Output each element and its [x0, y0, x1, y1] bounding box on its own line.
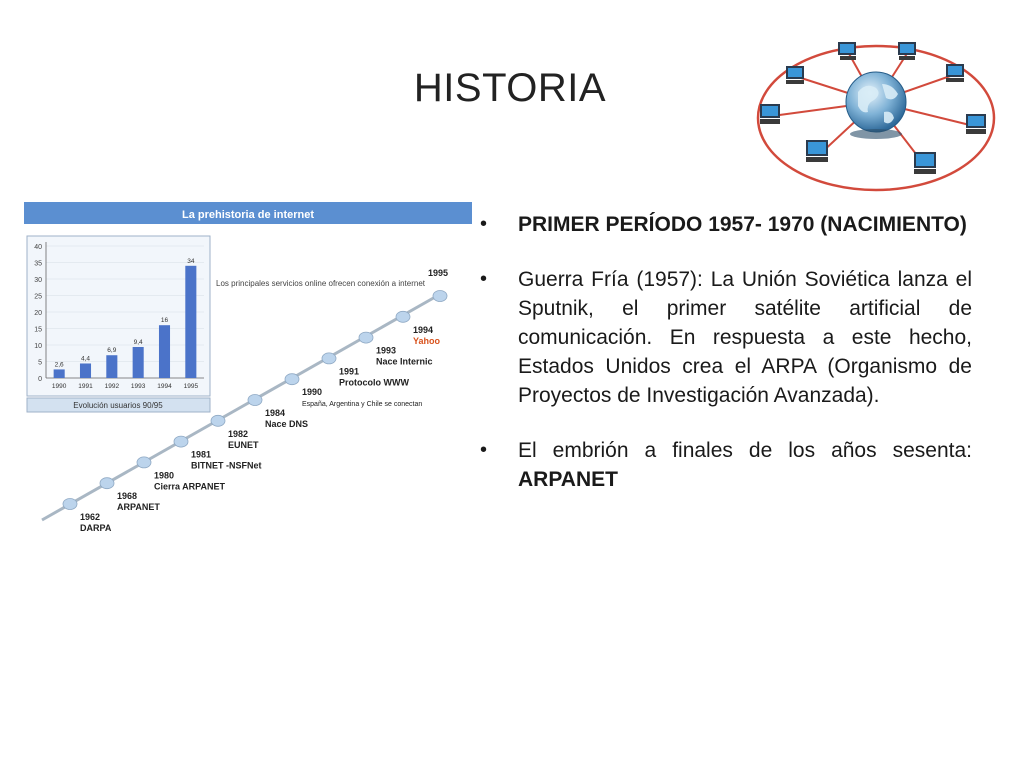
bullet-text: Guerra Fría (1957): La Unión Soviética lanza el Sputnik, el primer satélite artificial de comunicación. En respuesta a este hecho, Estados Unidos crea el ARPA (Organismo de Proyectos de Investigación Avanzada).	[518, 268, 972, 407]
milestone-year: 1982	[228, 428, 249, 439]
milestone-year: 1993	[376, 345, 397, 356]
bullet-embrion	[478, 436, 972, 494]
milestone-label: Nace DNS	[265, 419, 309, 429]
network-globe-illustration	[748, 32, 1008, 202]
milestone-label: ARPANET	[117, 502, 160, 513]
bullet-glyph: •	[480, 268, 488, 290]
milestone-year: 1984	[265, 408, 286, 418]
y-tick-label: 5	[38, 359, 42, 367]
milestone-year: 1981	[191, 449, 212, 460]
milestone-year: 1968	[117, 491, 138, 502]
bullet-tail-text: ARPANET	[518, 468, 618, 491]
milestone-dot-1991	[322, 353, 336, 364]
bar-value-label: 6,9	[107, 347, 117, 355]
milestone-label: DARPA	[80, 523, 112, 533]
x-tick-label: 1991	[78, 383, 93, 390]
x-tick-label: 1992	[104, 383, 120, 390]
milestone-dot-1968	[100, 478, 114, 489]
users-bar-chart	[27, 236, 210, 396]
bullet-guerra-fria	[478, 265, 972, 410]
bar-value-label: 16	[160, 317, 169, 325]
milestone-label: España, Argentina y Chile se conectan	[302, 401, 423, 409]
y-tick-label: 30	[34, 277, 42, 284]
bullet-list	[478, 210, 972, 520]
x-tick-label: 1993	[130, 383, 146, 390]
bar-value-label: 2,6	[54, 361, 64, 369]
y-tick-label: 20	[34, 310, 42, 317]
y-tick-label: 10	[34, 343, 42, 350]
milestone-dot-1962	[63, 499, 77, 510]
milestone-dot-1990	[285, 374, 299, 385]
milestone-year: 1990	[302, 387, 323, 398]
milestone-dot-1994	[396, 311, 410, 322]
x-tick-label: 1994	[157, 383, 172, 390]
chart-caption: Evolución usuarios 90/95	[73, 401, 163, 410]
milestone-dot-1995	[433, 291, 447, 302]
bar-1993	[133, 347, 144, 378]
milestone-year: 1962	[80, 512, 101, 522]
milestone-year: 1995	[428, 268, 449, 278]
milestone-label: EUNET	[228, 439, 259, 450]
bar-1992	[106, 355, 117, 378]
x-tick-label: 1995	[183, 383, 199, 390]
y-tick-label: 0	[38, 376, 42, 383]
milestone-dot-1980	[137, 457, 151, 468]
milestone-label: Yahoo	[413, 335, 441, 346]
bar-1991	[80, 363, 91, 378]
bullet-primer-periodo	[478, 210, 972, 239]
milestone-year: 1994	[413, 324, 434, 335]
bullet-text: El embrión a finales de los años sesenta:	[518, 439, 972, 462]
globe-icon	[846, 72, 906, 132]
milestone-dot-1984	[248, 395, 262, 406]
milestone-label: Cierra ARPANET	[154, 481, 226, 492]
bar-value-label: 4,4	[80, 355, 91, 363]
bullet-glyph: •	[480, 213, 488, 235]
milestone-label: Protocolo WWW	[339, 377, 409, 388]
x-tick-label: 1990	[51, 383, 67, 390]
milestone-label: Nace Internic	[376, 356, 433, 367]
milestone-label: BITNET -NSFNet	[191, 460, 262, 471]
y-tick-label: 15	[34, 326, 42, 334]
bar-value-label: 34	[187, 257, 195, 265]
milestone-dot-1981	[174, 436, 188, 447]
internet-prehistory-figure	[24, 202, 472, 542]
bar-1995	[185, 266, 196, 378]
slide-title: HISTORIA	[413, 66, 607, 110]
y-tick-label: 35	[34, 260, 42, 268]
bar-value-label: 9,4	[133, 338, 143, 346]
figure-header-text: La prehistoria de internet	[181, 209, 315, 221]
bar-1994	[159, 325, 170, 378]
bar-1990	[54, 369, 65, 378]
bullet-lead-text: PRIMER PERÍODO 1957- 1970 (NACIMIENTO)	[518, 213, 967, 236]
milestone-dot-1993	[359, 332, 373, 343]
milestone-year: 1991	[339, 366, 360, 377]
milestone-dot-1982	[211, 415, 225, 426]
y-tick-label: 25	[34, 293, 42, 301]
bullet-glyph: •	[480, 439, 488, 461]
milestone-year: 1980	[154, 470, 175, 481]
y-tick-label: 40	[34, 244, 42, 251]
online-services-note: Los principales servicios online ofrecen conexión a internet	[216, 279, 426, 288]
